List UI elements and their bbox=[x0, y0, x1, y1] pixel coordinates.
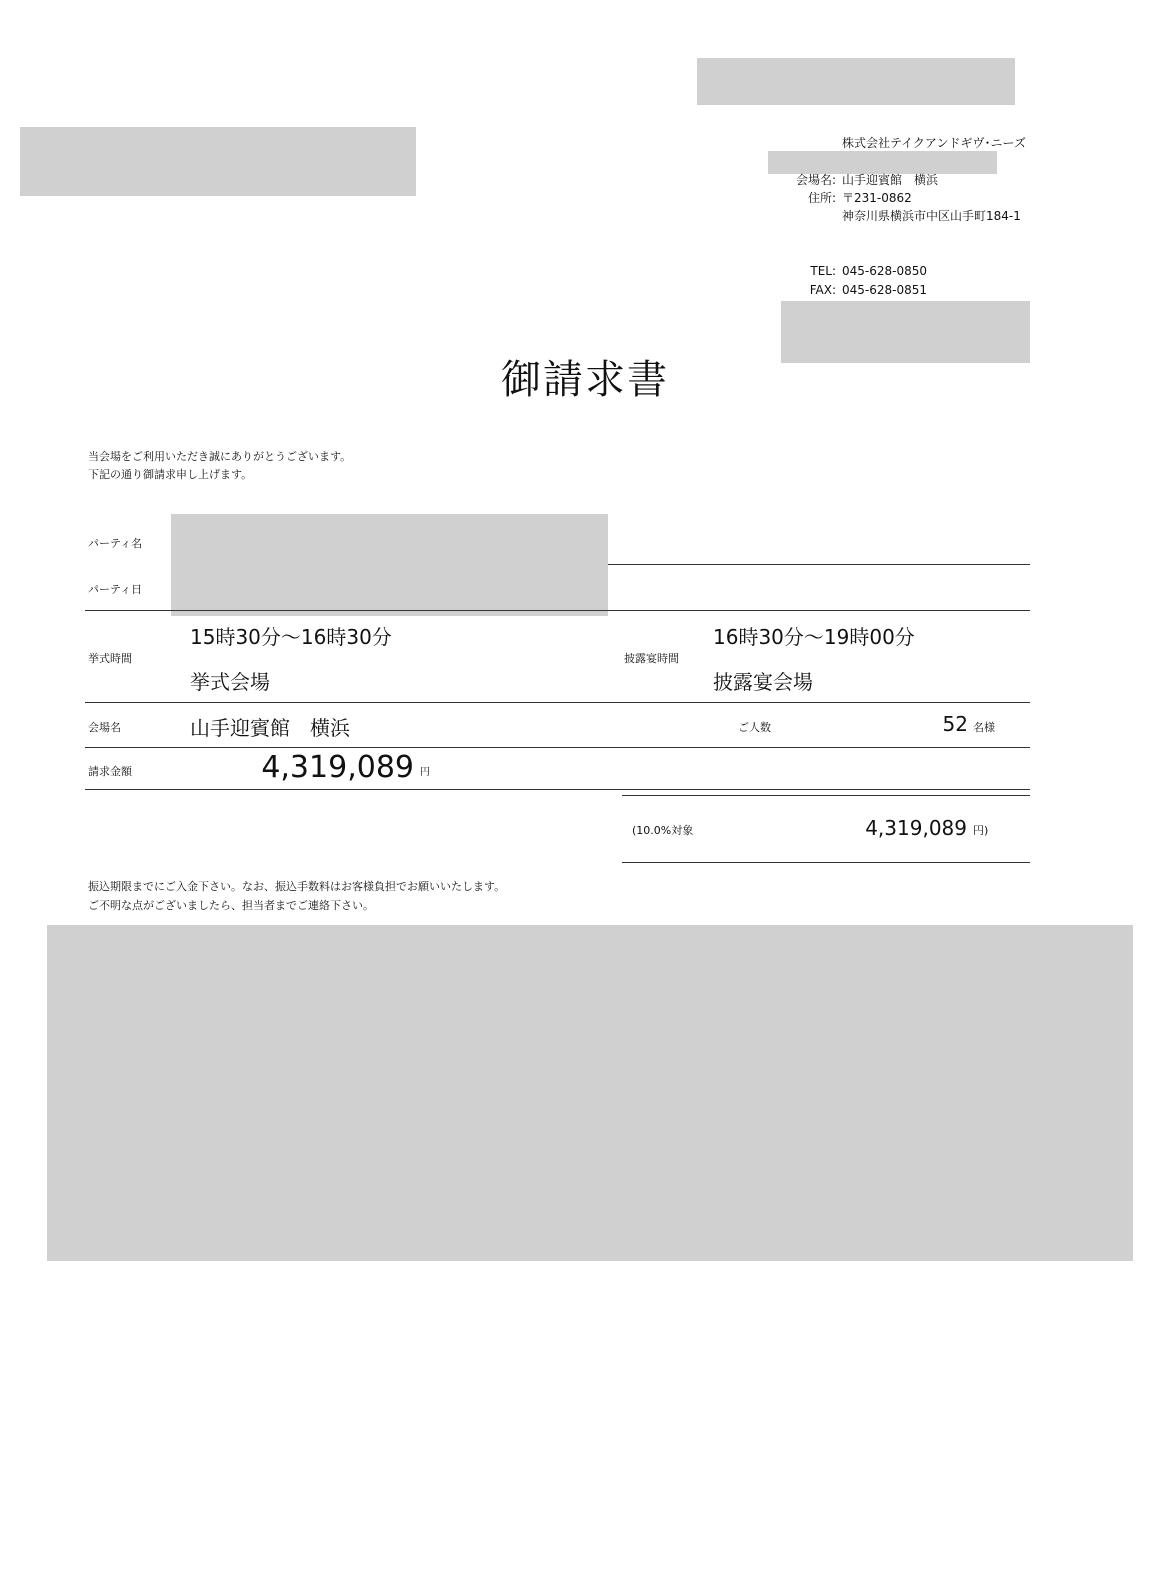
tax-amount: 4,319,089 bbox=[865, 816, 967, 840]
tax-unit: 円) bbox=[973, 824, 989, 837]
row-divider-5 bbox=[85, 789, 1030, 790]
note-line-2: ご不明な点がございましたら、担当者までご連絡下さい。 bbox=[88, 899, 374, 912]
amount-unit: 円 bbox=[420, 767, 430, 778]
redacted-block-details bbox=[47, 925, 1133, 1261]
venue-label: 会場名 bbox=[88, 721, 121, 734]
tax-bottom-line bbox=[622, 862, 1030, 863]
issuer-postal: 〒231-0862 bbox=[842, 191, 912, 205]
row-divider-2 bbox=[85, 610, 1030, 611]
tax-top-line bbox=[622, 795, 1030, 796]
tax-label: (10.0%対象 bbox=[632, 824, 694, 837]
guests-value: 52 bbox=[942, 712, 968, 736]
row-divider-3 bbox=[85, 702, 1030, 703]
ceremony-time-label: 挙式時間 bbox=[88, 652, 132, 665]
issuer-tel: 045-628-0850 bbox=[842, 264, 928, 278]
venue-value: 山手迎賓館 横浜 bbox=[190, 716, 350, 740]
intro-line-2: 下記の通り御請求申し上げます。 bbox=[88, 468, 253, 481]
issuer-company: 株式会社テイクアンドギヴ･ニーズ bbox=[842, 136, 1026, 150]
note-line-1: 振込期限までにご入金下さい。なお、振込手数料はお客様負担でお願いいたします。 bbox=[88, 880, 506, 893]
redacted-block-recipient bbox=[20, 127, 416, 196]
issuer-address: 神奈川県横浜市中区山手町184-1 bbox=[842, 209, 1021, 223]
guests-label: ご人数 bbox=[738, 721, 771, 734]
redacted-party-info bbox=[171, 514, 608, 616]
redacted-block-top-right bbox=[697, 58, 1015, 105]
row-divider-4 bbox=[85, 747, 1030, 748]
issuer-venue-label: 会場名: bbox=[795, 173, 836, 187]
reception-time: 16時30分～19時00分 bbox=[713, 625, 915, 649]
issuer-address-label: 住所: bbox=[807, 191, 836, 205]
reception-time-label: 披露宴時間 bbox=[624, 652, 679, 665]
amount-label: 請求金額 bbox=[88, 765, 132, 778]
guests-unit: 名様 bbox=[973, 721, 995, 734]
intro-line-1: 当会場をご利用いただき誠にありがとうございます。 bbox=[88, 450, 352, 463]
issuer-fax: 045-628-0851 bbox=[842, 283, 928, 297]
ceremony-time: 15時30分～16時30分 bbox=[190, 625, 392, 649]
amount-value: 4,319,089 bbox=[261, 750, 414, 785]
issuer-fax-label: FAX: bbox=[809, 283, 836, 297]
party-name-label: パーティ名 bbox=[88, 537, 143, 550]
ceremony-venue: 挙式会場 bbox=[190, 670, 270, 694]
page-title: 御請求書 bbox=[501, 357, 669, 403]
party-date-label: パーティ日 bbox=[88, 583, 143, 596]
issuer-venue-value: 山手迎賓館 横浜 bbox=[842, 173, 939, 187]
issuer-tel-label: TEL: bbox=[810, 264, 836, 278]
row-divider-1 bbox=[608, 564, 1030, 565]
reception-venue: 披露宴会場 bbox=[713, 670, 813, 694]
